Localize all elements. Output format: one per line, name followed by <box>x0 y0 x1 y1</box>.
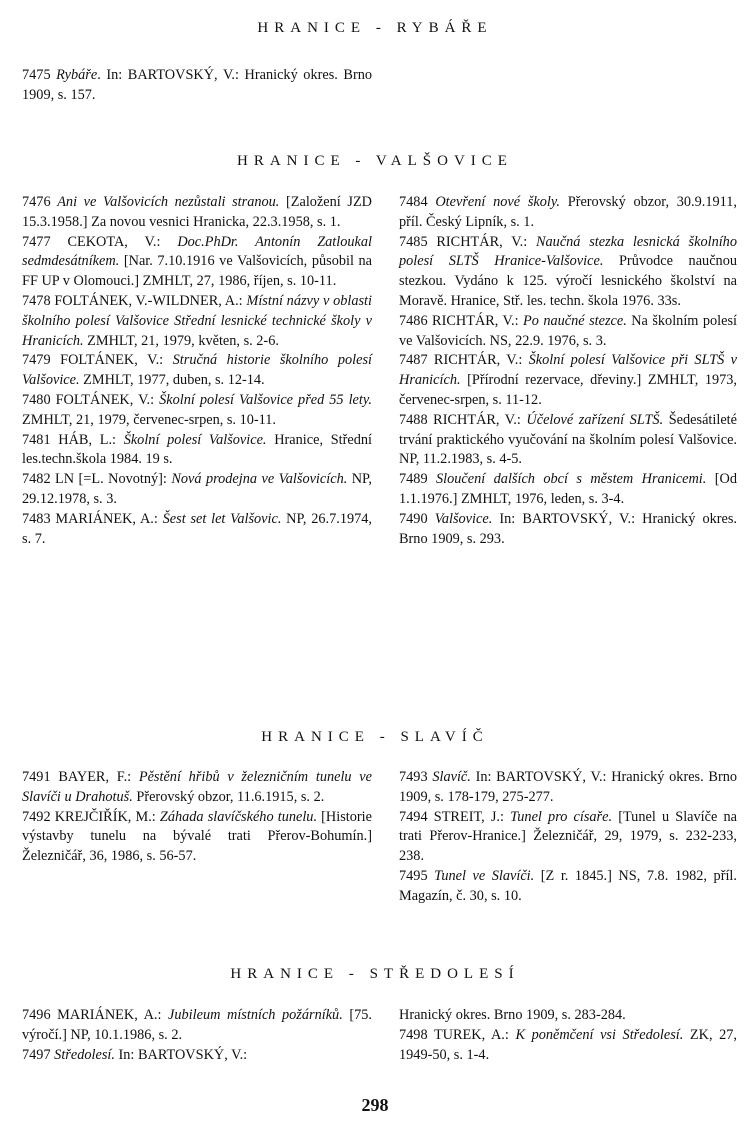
bibliography-entry <box>399 193 737 233</box>
entry-text: Ani ve Valšovicích nezůstali stranou. [Založení JZD 15.3.1958.] Za novou vesnici Hranicka, 22.3.1958, s. 1. <box>22 194 372 230</box>
entry-text: LN [=L. Novotný]: Nová prodejna ve Valšovicích. NP, 29.12.1978, s. 3. <box>22 471 373 507</box>
entry-text: Středolesí. In: BARTOVSKÝ, V.: <box>54 1046 248 1063</box>
entry-number: 7485 <box>399 233 437 250</box>
entry-number: 7478 <box>22 292 55 309</box>
entry-number: 7482 <box>22 471 56 488</box>
bibliography-entry <box>22 351 372 391</box>
bibliography-entry <box>22 66 372 106</box>
bibliography-entry <box>399 510 737 550</box>
entry-text: FOLTÁNEK, V.: Stručná historie školního polesí Valšovice. ZMHLT, 1977, duben, s. 12-14. <box>22 352 372 389</box>
entry-text: Rybáře. In: BARTOVSKÝ, V.: Hranický okres. Brno 1909, s. 157. <box>22 67 373 103</box>
entry-text: RICHTÁR, V.: Naučná stezka lesnická školního polesí SLTŠ Hranice-Valšovice. Průvodce naučnou stezkou. Vydáno k 125. výročí lesnického školství na Moravě. Hranice, Stř. les. techn. škola 1976. 33s. <box>399 233 737 309</box>
bibliography-entry <box>22 768 372 808</box>
bibliography-entry <box>399 768 737 808</box>
entry-text: Otevření nové školy. Přerovský obzor, 30.9.1911, příl. Český Lipník, s. 1. <box>399 194 737 230</box>
entry-text: MARIÁNEK, A.: Jubileum místních požárníků. [75. výročí.] NP, 10.1.1986, s. 2. <box>22 1007 372 1043</box>
entry-number: 7495 <box>399 867 435 884</box>
entry-text: FOLTÁNEK, V.-WILDNER, A.: Místní názvy v oblasti školního polesí Valšovice Střední lesnické technické školy v Hranicích. ZMHLT, 21, 1979, květen, s. 2-6. <box>22 292 372 349</box>
section-heading: HRANICE - STŘEDOLESÍ <box>230 966 520 982</box>
entry-number: 7484 <box>399 194 436 210</box>
bibliography-entry <box>22 193 372 233</box>
bibliography-entry <box>399 411 737 470</box>
entry-number: 7488 <box>399 411 434 428</box>
entry-number: 7486 <box>399 312 433 329</box>
entry-number: 7496 <box>22 1007 58 1023</box>
entry-number: 7477 <box>22 233 68 250</box>
section-valsovice-left <box>22 193 372 549</box>
entry-number: 7479 <box>22 352 61 369</box>
bibliography-entry <box>399 233 737 312</box>
section-stredolesi-right <box>399 1006 737 1065</box>
entry-text: TUREK, A.: K poněmčení vsi Středolesí. ZK, 27, 1949-50, s. 1-4. <box>399 1026 737 1063</box>
entry-number: 7487 <box>399 352 434 369</box>
section-heading: HRANICE - VALŠOVICE <box>237 153 513 169</box>
entry-number: 7490 <box>399 510 435 527</box>
section-stredolesi-left <box>22 1006 372 1065</box>
entry-number: 7497 <box>22 1046 55 1063</box>
page-number: 298 <box>361 1095 389 1115</box>
section-heading: HRANICE - SLAVÍČ <box>261 729 489 745</box>
entry-number: 7498 <box>399 1026 434 1043</box>
entry-text: FOLTÁNEK, V.: Školní polesí Valšovice před 55 lety. ZMHLT, 21, 1979, červenec-srpen, s. 10-11. <box>22 391 372 428</box>
section-slavic-left <box>22 768 372 867</box>
bibliography-entry <box>399 470 737 510</box>
bibliography-entry <box>399 808 737 867</box>
section-slavic-right <box>399 768 737 907</box>
bibliography-entry <box>399 351 737 410</box>
bibliography-entry <box>399 1006 737 1026</box>
entry-text: Tunel ve Slavíči. [Z r. 1845.] NS, 7.8. 1982, příl. Magazín, č. 30, s. 10. <box>399 867 737 904</box>
entry-number: 7480 <box>22 391 56 408</box>
section-heading: HRANICE - RYBÁŘE <box>257 20 493 36</box>
entry-text: Sloučení dalších obcí s městem Hranicemi. [Od 1.1.1976.] ZMHLT, 1976, leden, s. 3-4. <box>399 471 738 507</box>
bibliography-entry <box>399 312 737 352</box>
section-valsovice-right <box>399 193 737 549</box>
bibliography-entry <box>22 292 372 351</box>
entry-number: 7493 <box>399 769 433 785</box>
entry-number: 7492 <box>22 808 55 825</box>
entry-text: HÁB, L.: Školní polesí Valšovice. Hranice, Střední les.techn.škola 1984. 19 s. <box>22 431 372 468</box>
entry-text: KREJČIŘÍK, M.: Záhada slavíčského tunelu. [Historie výstavby tunelu na bývalé trati Přerov-Bohumín.] Železničář, 36, 1986, s. 56-57. <box>22 808 372 865</box>
entry-text: CEKOTA, V.: Doc.PhDr. Antonín Zatloukal sedmdesátníkem. [Nar. 7.10.1916 ve Valšovicích, působil na FF UP v Olomouci.] ZMHLT, 27, 1986, říjen, s. 10-11. <box>22 233 372 290</box>
bibliography-entry <box>22 233 372 292</box>
entry-text: MARIÁNEK, A.: Šest set let Valšovic. NP, 26.7.1974, s. 7. <box>22 510 372 547</box>
bibliography-entry <box>22 391 372 431</box>
entry-text: RICHTÁR, V.: Účelové zařízení SLTŠ. Šedesátileté trvání praktického vyučování na školním polesí Valšovice. NP, 11.2.1983, s. 4-5. <box>399 411 737 468</box>
entry-number: 7476 <box>22 194 58 210</box>
section-rybare-left <box>22 66 372 106</box>
entry-number: 7489 <box>399 471 437 488</box>
entry-text: RICHTÁR, V.: Po naučné stezce. Na školním polesí ve Valšovicích. NS, 22.9. 1976, s. 3. <box>399 312 738 349</box>
bibliography-entry <box>399 1026 737 1066</box>
entry-number: 7494 <box>399 808 434 825</box>
bibliography-entry <box>22 808 372 867</box>
entry-text: BAYER, F.: Pěstění hřibů v železničním tunelu ve Slavíči u Drahotuš. Přerovský obzor, 11.6.1915, s. 2. <box>22 769 372 805</box>
entry-text: Slavíč. In: BARTOVSKÝ, V.: Hranický okres. Brno 1909, s. 178-179, 275-277. <box>399 769 738 805</box>
entry-number: 7483 <box>22 510 56 527</box>
entry-number: 7491 <box>22 769 59 785</box>
bibliography-entry <box>22 1006 372 1046</box>
entry-number: 7481 <box>22 431 59 448</box>
bibliography-entry <box>22 1046 372 1066</box>
entry-number: 7475 <box>22 67 57 83</box>
entry-text: Valšovice. In: BARTOVSKÝ, V.: Hranický okres. Brno 1909, s. 293. <box>399 510 737 547</box>
bibliography-entry <box>22 510 372 550</box>
entry-text: STREIT, J.: Tunel pro císaře. [Tunel u Slavíče na trati Přerov-Hranice.] Železničář, 29, 1979, s. 232-233, 238. <box>399 808 737 865</box>
bibliography-entry <box>399 867 737 907</box>
bibliography-entry <box>22 431 372 471</box>
entry-text: Hranický okres. Brno 1909, s. 283-284. <box>399 1007 626 1023</box>
entry-text: RICHTÁR, V.: Školní polesí Valšovice při SLTŠ v Hranicích. [Přírodní rezervace, dřeviny.] ZMHLT, 1973, červenec-srpen, s. 11-12. <box>399 352 737 408</box>
bibliography-entry <box>22 470 372 510</box>
